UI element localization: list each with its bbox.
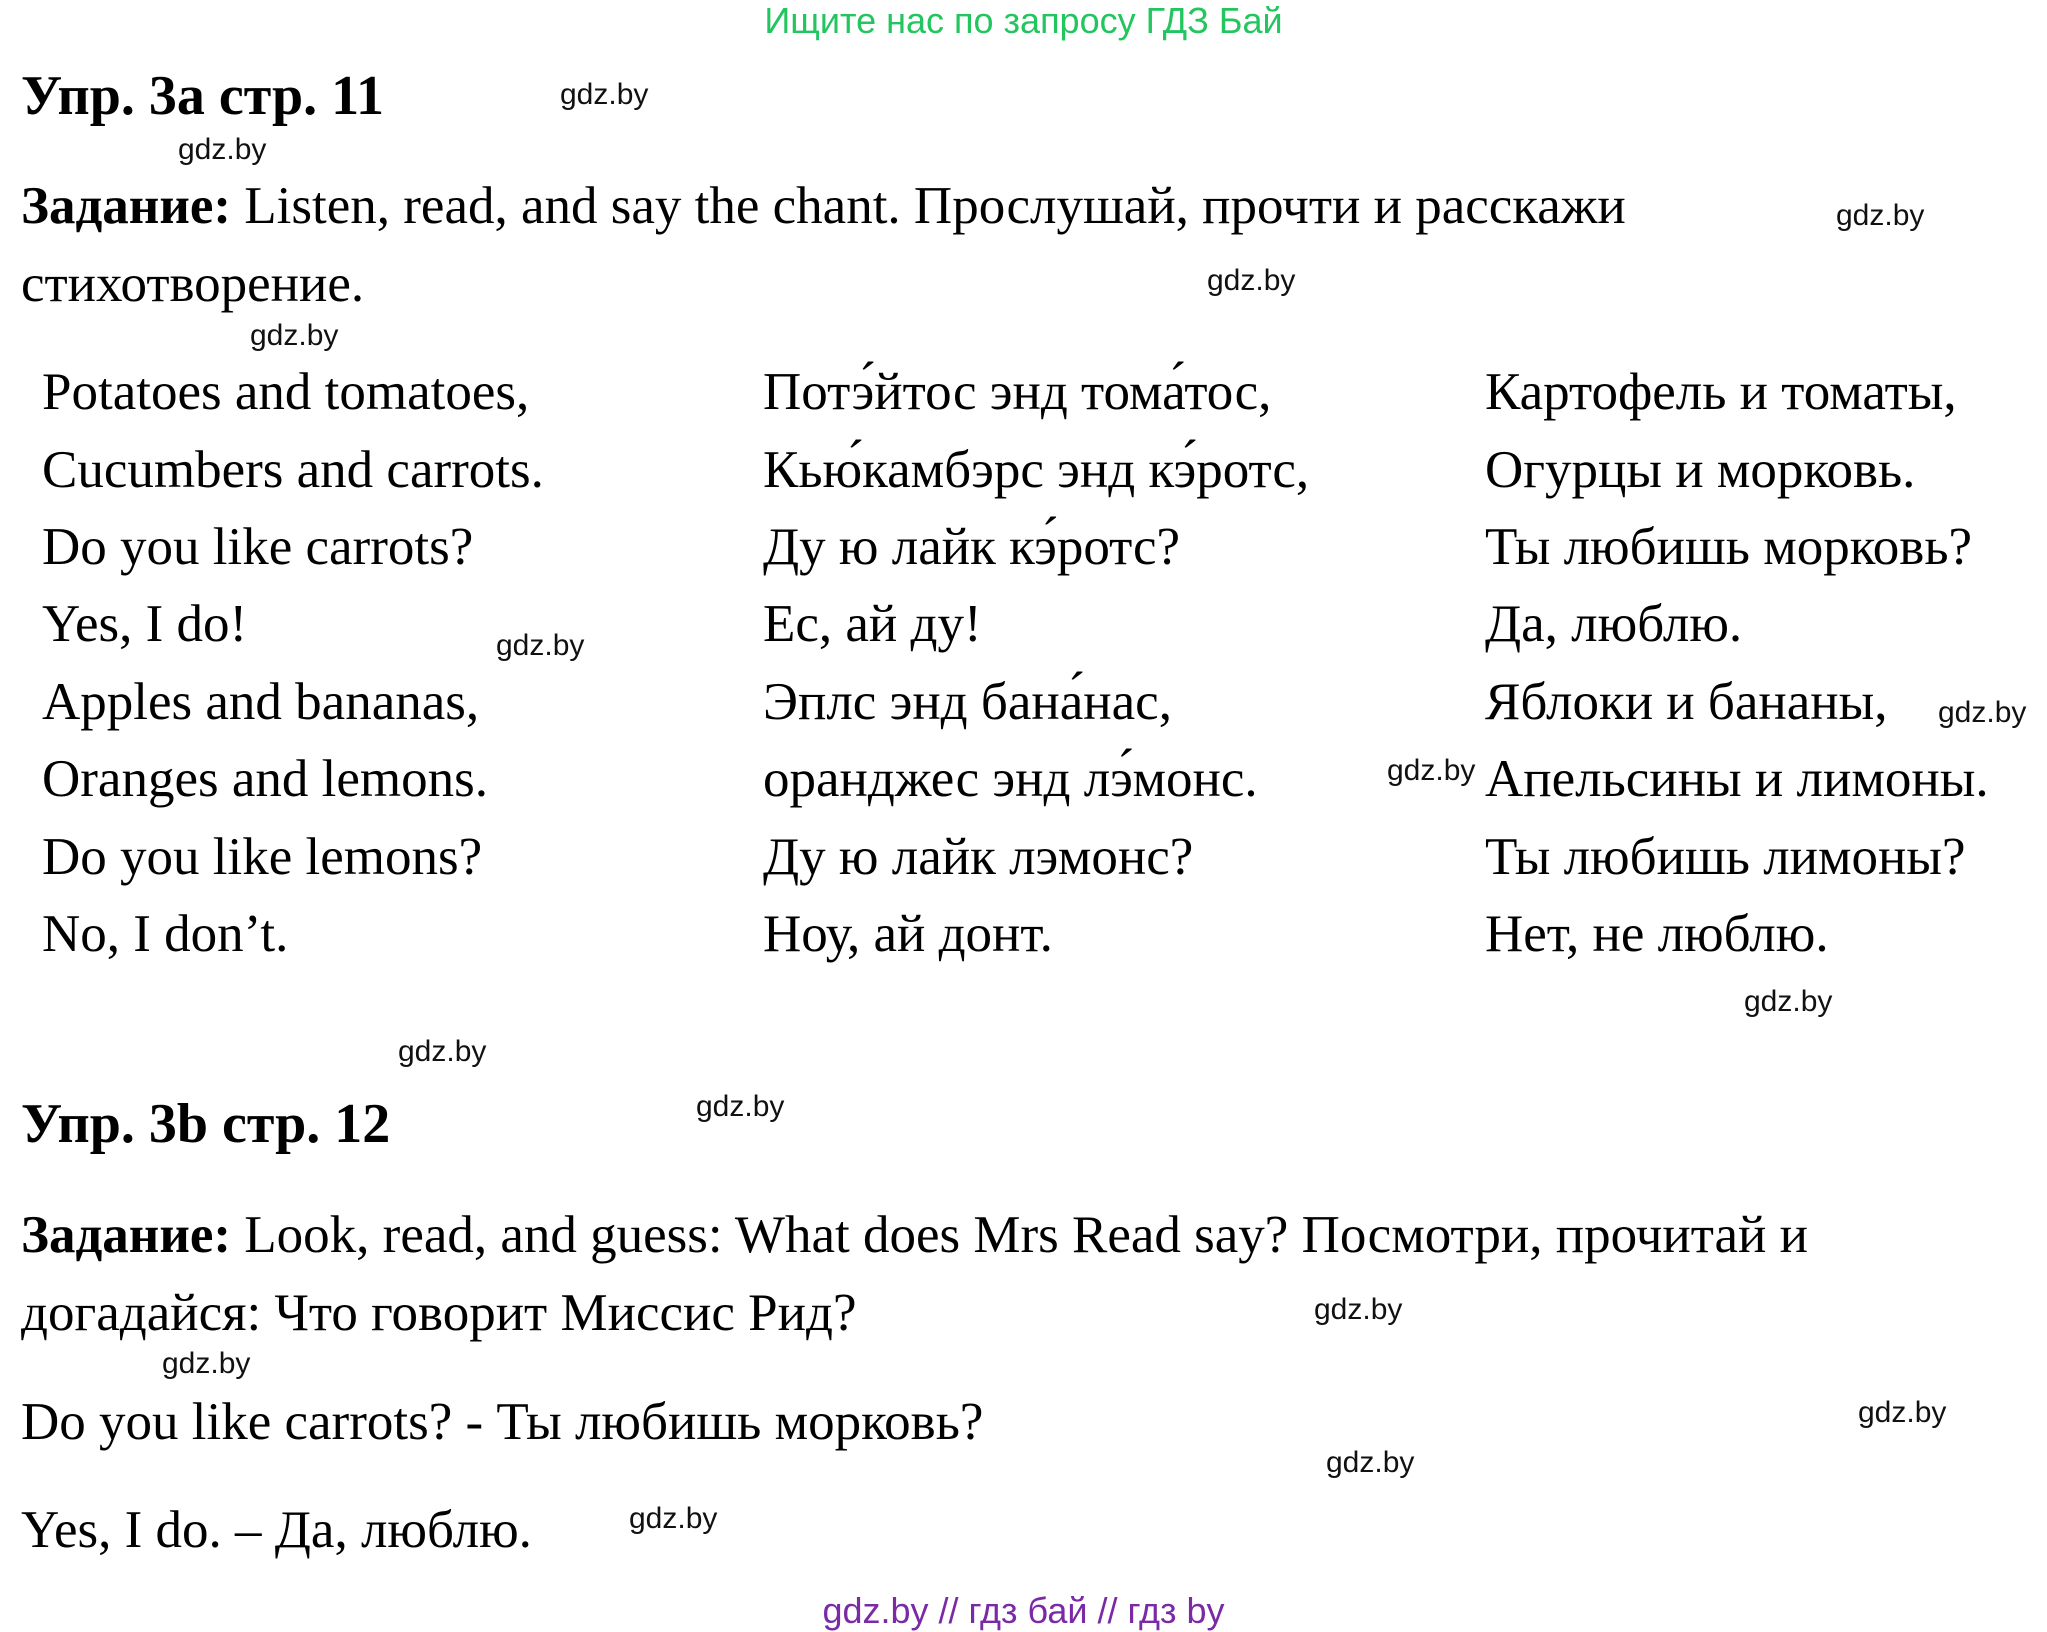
watermark: gdz.by bbox=[696, 1090, 785, 1123]
watermark: gdz.by bbox=[178, 133, 267, 166]
watermark: gdz.by bbox=[1836, 199, 1925, 232]
watermark: gdz.by bbox=[1744, 985, 1833, 1018]
exercise-3b-task-line-2: догадайся: Что говорит Миссис Рид? bbox=[21, 1284, 857, 1342]
chant-english-line: Oranges and lemons. bbox=[42, 750, 488, 808]
task-label: Задание: bbox=[21, 177, 232, 235]
chant-transcription-line: Потэ́йтос энд тома́тос, bbox=[763, 363, 1272, 421]
chant-transcription-line: Ноу, ай донт. bbox=[763, 905, 1053, 963]
task-text: Look, read, and guess: What does Mrs Read say? Посмотри, прочитай и bbox=[231, 1206, 1809, 1264]
top-banner: Ищите нас по запросу ГДЗ Бай bbox=[764, 0, 1283, 41]
chant-russian-line: Апельсины и лимоны. bbox=[1485, 750, 1989, 808]
watermark: gdz.by bbox=[1938, 696, 2027, 729]
chant-russian-line: Яблоки и бананы, bbox=[1485, 673, 1888, 731]
chant-russian-line: Ты любишь морковь? bbox=[1485, 518, 1973, 576]
chant-transcription-line: Эплс энд бана́нас, bbox=[763, 673, 1172, 731]
watermark: gdz.by bbox=[496, 629, 585, 662]
exercise-3a-heading: Упр. 3a стр. 11 bbox=[21, 65, 385, 127]
watermark: gdz.by bbox=[1314, 1293, 1403, 1326]
watermark: gdz.by bbox=[1387, 754, 1476, 787]
exercise-3a-task-line-2: стихотворение. bbox=[21, 255, 365, 313]
chant-russian-line: Нет, не люблю. bbox=[1485, 905, 1829, 963]
chant-russian-line: Да, люблю. bbox=[1485, 595, 1743, 653]
watermark: gdz.by bbox=[250, 319, 339, 352]
watermark: gdz.by bbox=[398, 1035, 487, 1068]
exercise-3b-task-line-1 bbox=[21, 1205, 1808, 1265]
exercise-3b-answer-line-2: Yes, I do. – Да, люблю. bbox=[21, 1501, 532, 1559]
watermark: gdz.by bbox=[1326, 1446, 1415, 1479]
chant-transcription-line: оранджес энд лэ́монс. bbox=[763, 750, 1258, 808]
chant-english-line: Potatoes and tomatoes, bbox=[42, 363, 530, 421]
chant-russian-line: Ты любишь лимоны? bbox=[1485, 828, 1966, 886]
chant-transcription-line: Ду ю лайк лэмонс? bbox=[763, 828, 1194, 886]
exercise-3b-heading: Упр. 3b стр. 12 bbox=[21, 1093, 391, 1155]
chant-russian-line: Картофель и томаты, bbox=[1485, 363, 1957, 421]
chant-transcription-line: Ес, ай ду! bbox=[763, 595, 982, 653]
chant-english-line: Do you like carrots? bbox=[42, 518, 474, 576]
chant-transcription-line: Ду ю лайк кэ́ротс? bbox=[763, 518, 1181, 576]
task-text: Listen, read, and say the chant. Прослушай, прочти и расскажи bbox=[231, 177, 1626, 235]
watermark: gdz.by bbox=[560, 78, 649, 111]
exercise-3b-answer-line-1: Do you like carrots? - Ты любишь морковь? bbox=[21, 1393, 984, 1451]
watermark: gdz.by bbox=[162, 1347, 251, 1380]
chant-english-line: No, I don’t. bbox=[42, 905, 289, 963]
exercise-3a-task-line-1 bbox=[21, 176, 1626, 236]
chant-english-line: Cucumbers and carrots. bbox=[42, 441, 544, 499]
footer-links: gdz.by // гдз бай // гдз by bbox=[822, 1590, 1225, 1631]
chant-russian-line: Огурцы и морковь. bbox=[1485, 441, 1916, 499]
chant-english-line: Do you like lemons? bbox=[42, 828, 483, 886]
chant-english-line: Apples and bananas, bbox=[42, 673, 480, 731]
watermark: gdz.by bbox=[1207, 264, 1296, 297]
chant-english-line: Yes, I do! bbox=[42, 595, 248, 653]
task-label: Задание: bbox=[21, 1206, 232, 1264]
chant-transcription-line: Кью́камбэрс энд кэ́ротс, bbox=[763, 441, 1310, 499]
watermark: gdz.by bbox=[1858, 1396, 1947, 1429]
watermark: gdz.by bbox=[629, 1502, 718, 1535]
